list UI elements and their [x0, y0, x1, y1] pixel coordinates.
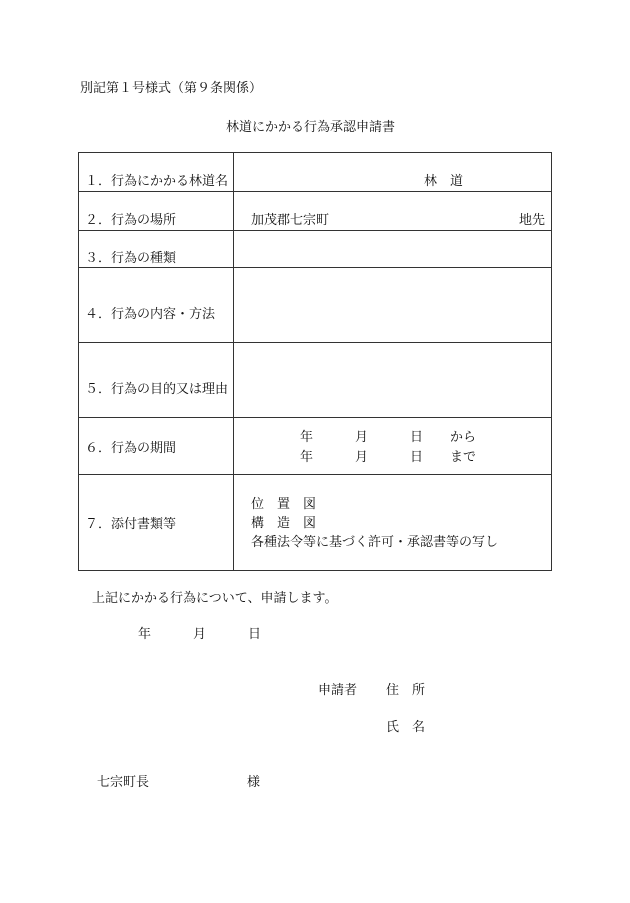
period-start-suffix: から [450, 430, 477, 445]
row-label-period: ６．行為の期間 [79, 418, 234, 475]
purpose-field[interactable] [234, 343, 552, 418]
row-label-location: ２．行為の場所 [79, 192, 234, 231]
row-label-road-name: １．行為にかかる林道名 [79, 153, 234, 192]
type-field[interactable] [234, 231, 552, 268]
table-row [79, 343, 552, 418]
attachments-field[interactable] [234, 475, 552, 571]
addressee-name: 七宗町長 [97, 775, 150, 790]
road-name-field[interactable] [234, 153, 552, 192]
form-number: 別記第１号様式（第９条関係） [80, 81, 263, 96]
period-end-day: 日 [410, 450, 424, 465]
content-field[interactable] [234, 268, 552, 343]
table-row [79, 418, 552, 475]
table-row [79, 268, 552, 343]
period-start-month: 月 [355, 430, 369, 445]
row-label-attachments: ７．添付書類等 [79, 475, 234, 571]
location-suffix: 地先 [518, 213, 545, 228]
table-row [79, 231, 552, 268]
addressee-honorific: 様 [247, 775, 261, 790]
applicant-role: 申請者 [318, 683, 358, 698]
date-year-label: 年 [138, 627, 152, 642]
applicant-address-label: 住 所 [386, 683, 426, 698]
date-day-label: 日 [248, 627, 262, 642]
table-row [79, 153, 552, 192]
attachment-item: 各種法令等に基づく許可・承認書等の写し [251, 535, 499, 550]
attachment-item: 構 造 図 [251, 516, 317, 531]
period-field[interactable] [234, 418, 552, 475]
application-statement: 上記にかかる行為について、申請します。 [92, 591, 338, 606]
applicant-name-label: 氏 名 [386, 720, 426, 735]
attachment-item: 位 置 図 [251, 497, 317, 512]
location-field[interactable] [234, 192, 552, 231]
row-label-content: ４．行為の内容・方法 [79, 268, 234, 343]
application-form-table [78, 152, 552, 571]
date-month-label: 月 [193, 627, 207, 642]
table-row [79, 192, 552, 231]
table-row [79, 475, 552, 571]
period-end-suffix: まで [450, 450, 477, 465]
period-end-month: 月 [355, 450, 369, 465]
row-label-purpose: ５．行為の目的又は理由 [79, 343, 234, 418]
period-start-day: 日 [410, 430, 424, 445]
location-town: 加茂郡七宗町 [251, 213, 330, 228]
period-end-year: 年 [300, 450, 314, 465]
row-label-type: ３．行為の種類 [79, 231, 234, 268]
road-name-value: 林 道 [424, 174, 464, 189]
page-title: 林道にかかる行為承認申請書 [226, 120, 396, 135]
period-start-year: 年 [300, 430, 314, 445]
